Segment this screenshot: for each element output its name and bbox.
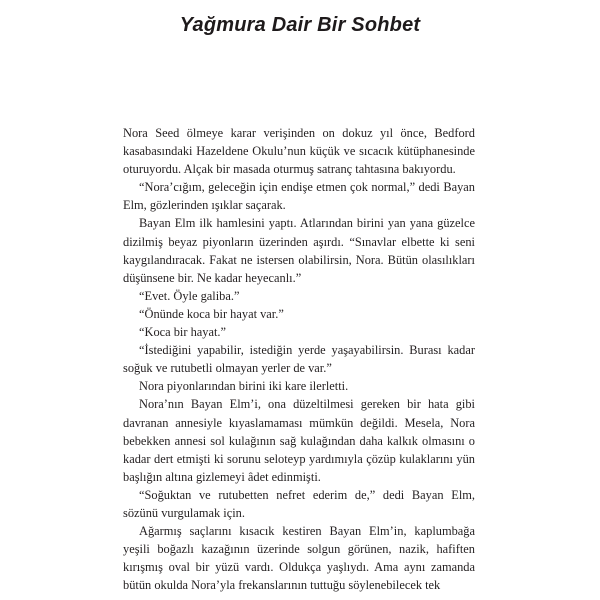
- paragraph: Nora piyonlarından birini iki kare ilerletti.: [139, 379, 349, 394]
- chapter-title: Yağmura Dair Bir Sohbet: [179, 14, 421, 36]
- paragraph: Nora’nın Bayan Elm’i, ona düzeltilmesi gereken bir hata gibi davranan annesiyle kıyaslamaması mümkün değildi. Mesela, Nora bebekken annesi sol kulağının sağ kulağından daha kalkık olmasını o kadar dert etmişti ki sorunu seloteyp yardımıyla çözüp kulaklarını yün başlığın altına gizlemeyi âdet edinmişti.: [123, 397, 475, 484]
- paragraph: Ağarmış saçlarını kısacık kestiren Bayan Elm’in, kaplumbağa yeşili boğazlı kazağının üzerinde solgun görünen, nazik, hafiften kırışmış oval bir yüzü vardı. Oldukça yaşlıydı. Ama aynı zamanda bütün okulda Nora’yla frekanslarının tuttuğu söylenebilecek tek: [123, 524, 475, 593]
- paragraph: “İstediğini yapabilir, istediğin yerde yaşayabilirsin. Burası kadar soğuk ve rutubetli olmayan yerler de var.”: [123, 343, 475, 376]
- paragraph: “Önünde koca bir hayat var.”: [139, 306, 284, 321]
- paragraph: Bayan Elm ilk hamlesini yaptı. Atlarından birini yan yana güzelce dizilmiş beyaz piyonların üzerinden aşırdı. “Sınavlar elbette ki seni kaygılandıracak. Fakat ne istersen olabilirsin, Nora. Bütün olasılıkları düşünsene bir. Ne kadar heyecanlı.”: [123, 216, 475, 285]
- paragraph: “Soğuktan ve rutubetten nefret ederim de,” dedi Bayan Elm, sözünü vurgulamak için.: [123, 487, 475, 520]
- paragraph: “Evet. Öyle galiba.”: [139, 288, 240, 303]
- paragraph: Nora Seed ölmeye karar verişinden on dokuz yıl önce, Bedford kasabasındaki Hazeldene Okulu’nun küçük ve sıcacık kütüphanesinde oturuyordu. Alçak bir masada oturmuş satranç tahtasına bakıyordu.: [123, 126, 475, 177]
- chapter-body: [123, 124, 475, 594]
- paragraph: “Koca bir hayat.”: [139, 325, 227, 340]
- paragraph: “Nora’cığım, geleceğin için endişe etmen çok normal,” dedi Bayan Elm, gözlerinden ışıklar saçarak.: [123, 180, 475, 213]
